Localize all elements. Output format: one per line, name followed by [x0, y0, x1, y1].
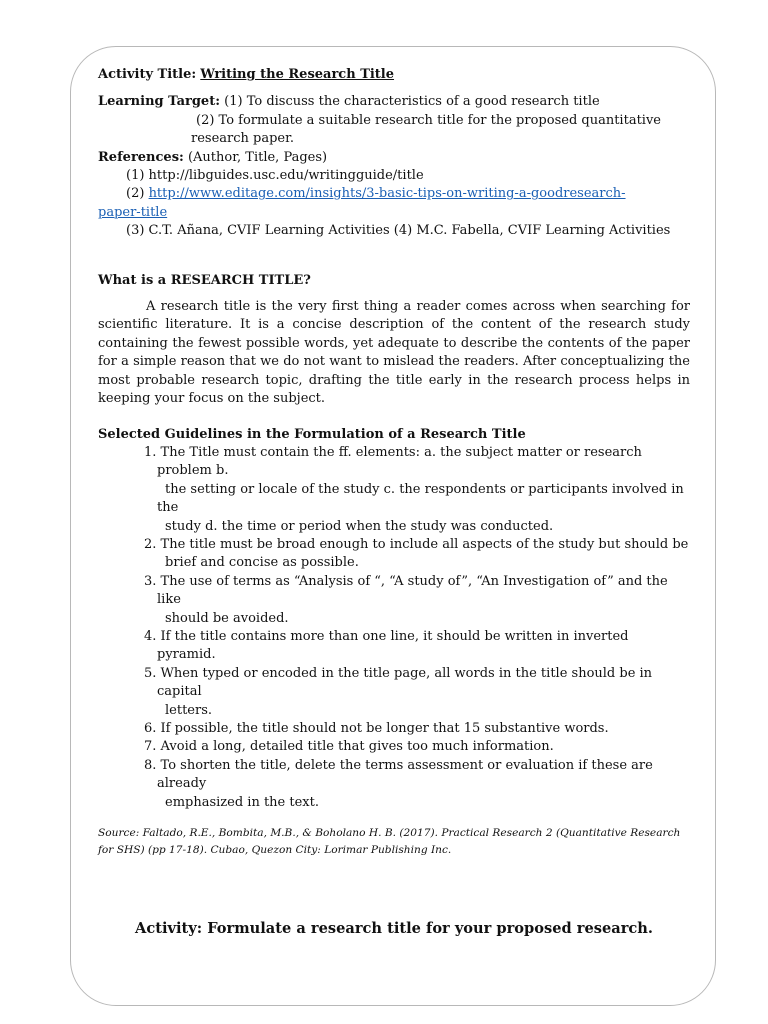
learning-target-2: (2) To formulate a suitable research title for the proposed quantitative [196, 112, 661, 128]
guidelines-heading-text: Selected Guidelines in the Formulation of a Research Title [98, 426, 526, 442]
activity-title-label: Activity Title: [98, 67, 197, 82]
guideline-number: 8. [144, 757, 157, 773]
activity-title-value: Writing the Research Title [200, 67, 395, 82]
learning-target [98, 93, 690, 111]
guideline-text: To shorten the title, delete the terms assessment or evaluation if these are already [157, 757, 653, 792]
reference-2 [98, 185, 690, 203]
guideline-text-cont: emphasized in the text. [165, 794, 319, 810]
learning-target-2-cont: research paper. [191, 131, 295, 147]
reference-2-link-cont[interactable]: paper-title [98, 204, 168, 220]
guideline-text: When typed or encoded in the title page, all words in the title should be in capital [157, 665, 653, 700]
guideline-number: 7. [144, 739, 157, 755]
guideline-number: 3. [144, 573, 157, 589]
guideline-item [144, 536, 690, 573]
guideline-number: 2. [144, 536, 157, 552]
document-body [98, 66, 690, 938]
guideline-text-cont: letters. [165, 702, 213, 718]
guideline-item [144, 665, 690, 720]
references-label: References: [98, 149, 184, 165]
guidelines-heading [98, 426, 690, 444]
guideline-number: 6. [144, 721, 157, 736]
guideline-number: 1. [144, 444, 157, 460]
guideline-text: The title must be broad enough to include all aspects of the study but should be [160, 536, 689, 552]
guideline-item [144, 628, 690, 665]
learning-target-label: Learning Target: [98, 94, 221, 110]
guideline-text: Avoid a long, detailed title that gives too much information. [160, 739, 554, 755]
references-note: (Author, Title, Pages) [187, 149, 328, 165]
guideline-item [144, 738, 690, 756]
guideline-text: If the title contains more than one line, it should be written in inverted pyramid. [157, 628, 629, 663]
guideline-item [144, 573, 690, 628]
guideline-text-cont: the setting or locale of the study c. the respondents or participants involved in the [157, 481, 684, 516]
guideline-text: The Title must contain the ff. elements: a. the subject matter or research problem b. [157, 444, 642, 479]
guideline-text-cont: brief and concise as possible. [165, 555, 359, 571]
guideline-text-cont: should be avoided. [165, 610, 289, 626]
activity-title [98, 66, 690, 84]
reference-2-link[interactable]: http://www.editage.com/insights/3-basic-tips-on-writing-a-goodresearch- [148, 186, 626, 202]
reference-3-4: (3) C.T. Añana, CVIF Learning Activities (4) M.C. Fabella, CVIF Learning Activities [126, 223, 671, 239]
activity-instruction: Activity: Formulate a research title for your proposed research. [135, 920, 653, 938]
guideline-text-cont: study d. the time or period when the study was conducted. [165, 518, 554, 534]
guideline-item [144, 720, 690, 738]
reference-2-prefix: (2) [126, 186, 145, 202]
guidelines-list [98, 444, 690, 812]
guideline-item [144, 757, 690, 812]
guideline-number: 5. [144, 665, 157, 681]
guideline-item [144, 444, 690, 536]
references [98, 149, 690, 167]
section-heading-what [98, 272, 690, 290]
source-citation: Source: Faltado, R.E., Bombita, M.B., & Boholano H. B. (2017). Practical Research 2 (Quantitative Research for SHS) (pp 17-18). Cubao, Quezon City: Lorimar Publishing Inc. [98, 827, 681, 856]
guideline-number: 4. [144, 628, 157, 644]
guideline-text: If possible, the title should not be longer that 15 substantive words. [160, 721, 609, 736]
learning-target-1: (1) To discuss the characteristics of a good research title [224, 94, 600, 110]
reference-1: (1) http://libguides.usc.edu/writingguide/title [126, 168, 424, 184]
guideline-text: The use of terms as “Analysis of “, “A study of”, “An Investigation of” and the like [157, 573, 668, 608]
section-heading-what-text: What is a RESEARCH TITLE? [98, 272, 311, 288]
section-what-body: A research title is the very first thing a reader comes across when searching for scientific literature. It is a concise description of the content of the research study containing the fewest possible words, yet adequate to describe the contents of the paper for a simple reason that we do not want to mislead the readers. After conceptualizing the most probable research topic, drafting the title early in the research process helps in keeping your focus on the subject. [98, 299, 690, 407]
